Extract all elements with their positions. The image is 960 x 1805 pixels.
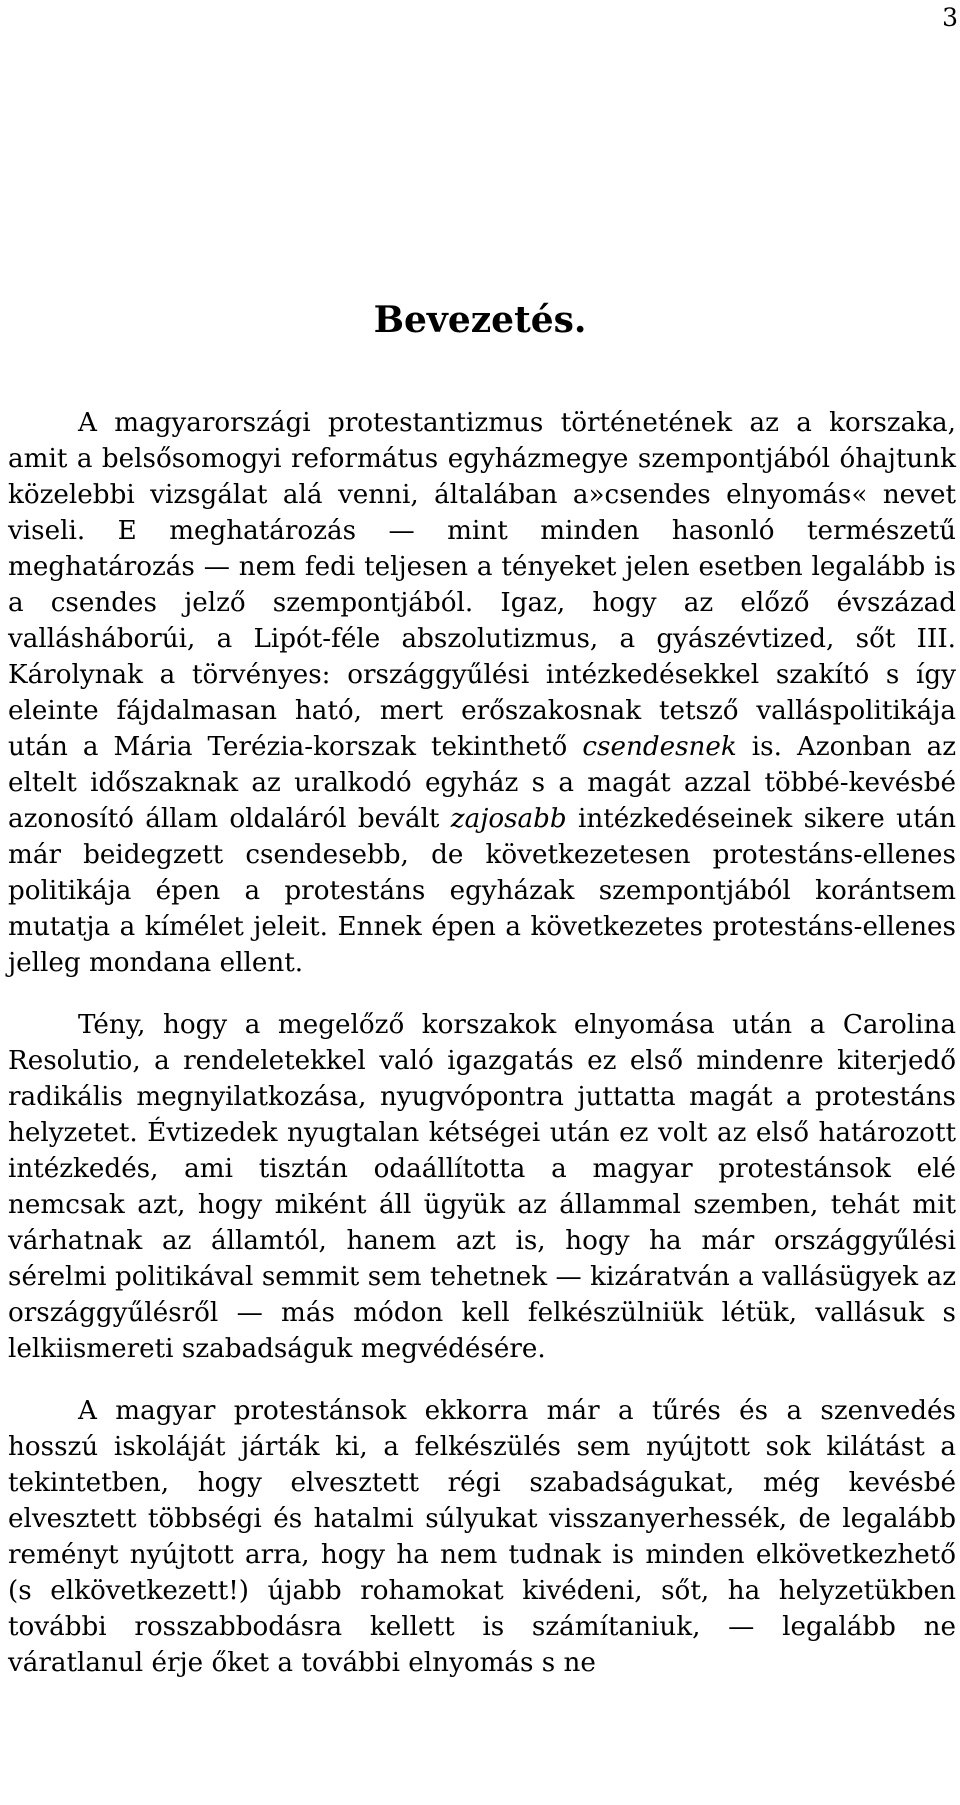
- chapter-title: Bevezetés.: [373, 299, 587, 341]
- paragraph-3: [8, 1393, 956, 1681]
- paragraph-1: [8, 405, 956, 981]
- page-number: 3: [942, 3, 958, 32]
- text-run: A magyarországi protestantizmus történetének az a korszaka, amit a belsősomogyi református egyházmegye szempontjából óhajtunk közelebbi vizsgálat alá venni, általában a»csendes elnyomás« nevet viseli. E meghatározás — mint minden hasonló természetű meghatározás — nem fedi teljesen a tényeket jelen esetben legalább is a csendes jelző szempontjából. Igaz, hogy az előző évszázad vallásháborúi, a Lipót-féle abszolutizmus, a gyászévtized, sőt III. Károlynak a törvényes: országgyűlési intézkedésekkel szakító s így eleinte fájdalmasan ható, mert erőszakosnak tetsző valláspolitikája után a Mária Terézia-korszak tekinthető: [8, 408, 956, 762]
- italic-text: zajosabb: [450, 804, 567, 834]
- text-run: is. Azonban az eltelt időszaknak az uralkodó egyház s a magát azzal többé-kevésbé azonosító állam oldaláról bevált: [8, 732, 957, 834]
- paragraph-2: [8, 1007, 956, 1367]
- body-text: [8, 405, 956, 1707]
- text-run: intézkedéseinek sikere után már beidegzett csendesebb, de következetesen protestáns-ellenes politikája épen a protestáns egyházak szempontjából korántsem mutatja a kímélet jeleit. Ennek épen a következetes protestáns-ellenes jelleg mondana ellent.: [8, 804, 956, 978]
- italic-text: csendesnek: [582, 732, 737, 762]
- text-run: Tény, hogy a megelőző korszakok elnyomása után a Carolina Resolutio, a rendeletekkel való igazgatás ez első mindenre kiterjedő radikális megnyilatkozása, nyugvópontra juttatta magát a protestáns helyzetet. Évtizedek nyugtalan kétségei után ez volt az első határozott intézkedés, ami tisztán odaállította a magyar protestánsok elé nemcsak azt, hogy miként áll ügyük az állammal szemben, tehát mit várhatnak az államtól, hanem azt is, hogy ha már országgyűlési sérelmi politikával semmit sem tehetnek — kizáratván a vallásügyek az országgyűlésről — más módon kell felkészülniük létük, vallásuk s lelkiismereti szabadságuk megvédésére.: [8, 1010, 956, 1364]
- text-run: A magyar protestánsok ekkorra már a tűrés és a szenvedés hosszú iskoláját járták ki, a felkészülés sem nyújtott sok kilátást a tekintetben, hogy elvesztett régi szabadságukat, még kevésbé elvesztett többségi és hatalmi súlyukat visszanyerhessék, de legalább reményt nyújtott arra, hogy ha nem tudnak is minden elkövetkezhető (s elkövetkezett!) újabb rohamokat kivédeni, sőt, ha helyzetükben további rosszabbodásra kellett is számítaniuk, — legalább ne váratlanul érje őket a további elnyomás s ne: [8, 1396, 956, 1678]
